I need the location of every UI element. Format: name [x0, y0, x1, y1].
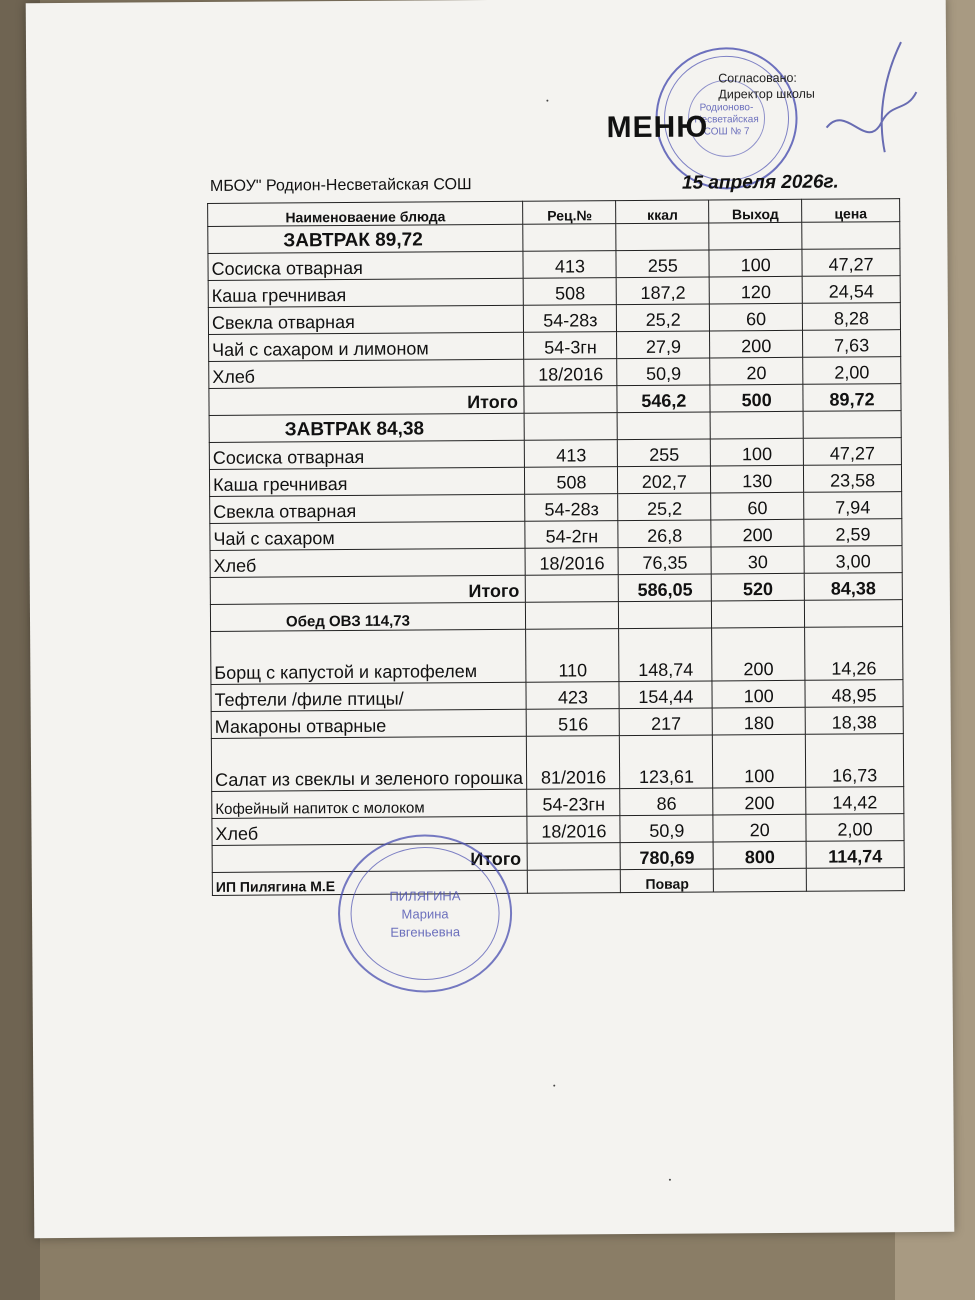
price: 2,00: [803, 357, 901, 385]
recipe-number: 423: [526, 682, 619, 710]
dish-name: Каша гречнивая: [208, 278, 524, 307]
dish-name: Чай с сахаром: [210, 521, 526, 550]
portion: 60: [711, 492, 804, 520]
price: 7,94: [804, 492, 902, 520]
dish-name: Борщ с капустой и картофелем: [211, 629, 527, 684]
price: 48,95: [805, 680, 903, 708]
approval-line2: Директор школы: [718, 86, 815, 102]
menu-table: [207, 198, 905, 896]
portion: 100: [712, 680, 805, 708]
paper-speck: [546, 100, 548, 102]
dish-name: Хлеб: [209, 359, 525, 388]
signature-row: [212, 868, 904, 896]
school-name: МБОУ" Родион-Несветайская СОШ: [209, 176, 472, 195]
portion: 180: [712, 707, 805, 735]
recipe-number: 18/2016: [527, 816, 620, 844]
portion: 200: [712, 627, 805, 681]
table-row: [211, 734, 903, 792]
dish-name: Хлеб: [212, 816, 528, 845]
portion: 120: [709, 276, 802, 304]
price: 7,63: [803, 330, 901, 358]
menu-date: 15 апреля 2026г.: [681, 171, 839, 194]
price: 8,28: [802, 303, 900, 331]
recipe-number: 508: [525, 467, 618, 495]
kcal: 76,35: [618, 547, 711, 575]
price: 3,00: [804, 546, 902, 574]
svg-text:ПИЛЯГИНА: ПИЛЯГИНА: [389, 888, 461, 904]
dish-name: Каша гречнивая: [209, 467, 525, 496]
kcal: 154,44: [619, 681, 712, 709]
portion: 200: [711, 519, 804, 547]
portion: 30: [711, 546, 804, 574]
recipe-number: 18/2016: [525, 548, 618, 576]
portion: 100: [709, 249, 802, 277]
total-portion: 500: [710, 384, 803, 412]
svg-text:Родионово-: Родионово-: [699, 102, 754, 114]
col-rec: Рец.№: [523, 201, 616, 225]
total-price: 89,72: [803, 384, 901, 412]
portion: 130: [711, 465, 804, 493]
section-title: Обед ОВЗ 114,73: [210, 602, 526, 631]
col-out: Выход: [709, 199, 802, 223]
paper-speck: [553, 1085, 555, 1087]
portion: 20: [710, 357, 803, 385]
svg-text:СОШ № 7: СОШ № 7: [703, 126, 750, 138]
kcal: 148,74: [619, 628, 712, 682]
recipe-number: 110: [526, 629, 619, 683]
dish-name: Чай с сахаром и лимоном: [209, 332, 525, 361]
kcal: 25,2: [617, 304, 710, 332]
price: 14,42: [806, 787, 904, 815]
recipe-number: 508: [524, 278, 617, 306]
total-portion: 520: [711, 573, 804, 601]
kcal: 123,61: [620, 735, 713, 789]
kcal: 202,7: [618, 466, 711, 494]
total-kcal: 780,69: [620, 842, 713, 870]
menu-sheet: [26, 0, 955, 1238]
portion: 200: [713, 787, 806, 815]
recipe-number: 413: [525, 440, 618, 468]
recipe-number: 81/2016: [527, 736, 620, 790]
dish-name: Хлеб: [210, 548, 526, 577]
director-signature: [806, 32, 937, 183]
kcal: 187,2: [617, 277, 710, 305]
recipe-number: 54-3гн: [524, 332, 617, 360]
portion: 100: [713, 734, 806, 788]
dish-name: Свекла отварная: [210, 494, 526, 523]
total-kcal: 586,05: [619, 574, 712, 602]
dish-name: Сосиска отварная: [208, 251, 524, 280]
svg-text:Евгеньевна: Евгеньевна: [390, 924, 461, 940]
dish-name: Тефтели /филе птицы/: [211, 682, 527, 711]
recipe-number: 516: [527, 709, 620, 737]
total-portion: 800: [713, 841, 806, 869]
kcal: 27,9: [617, 331, 710, 359]
price: 16,73: [805, 734, 903, 788]
svg-text:Несветайская: Несветайская: [694, 114, 759, 126]
kcal: 26,8: [618, 520, 711, 548]
price: 23,58: [804, 465, 902, 493]
cook-role: Повар: [621, 869, 714, 893]
dish-name: Салат из свеклы и зеленого горошка: [211, 736, 527, 791]
kcal: 50,9: [617, 358, 710, 386]
total-label: Итого: [210, 575, 526, 604]
recipe-number: 54-2гн: [525, 521, 618, 549]
kcal: 86: [620, 788, 713, 816]
total-label: Итого: [209, 386, 525, 415]
section-title: ЗАВТРАК 89,72: [208, 224, 524, 253]
col-name: Наименоваение блюда: [208, 201, 524, 226]
total-price: 84,38: [804, 573, 902, 601]
portion: 100: [711, 438, 804, 466]
kcal: 255: [618, 439, 711, 467]
table-row: [211, 627, 903, 685]
price: 18,38: [805, 707, 903, 735]
page-title: МЕНЮ: [606, 110, 709, 145]
dish-name: Макароны отварные: [211, 709, 527, 738]
portion: 20: [713, 814, 806, 842]
recipe-number: 54-28з: [525, 494, 618, 522]
recipe-number: 413: [523, 251, 616, 279]
price: 2,00: [806, 814, 904, 842]
kcal: 25,2: [618, 493, 711, 521]
svg-text:Марина: Марина: [401, 906, 449, 922]
approval-block: [718, 70, 815, 103]
price: 47,27: [802, 249, 900, 277]
kcal: 50,9: [620, 815, 713, 843]
total-kcal: 546,2: [617, 385, 710, 413]
cook-name: ИП Пилягина М.Е: [212, 870, 528, 895]
recipe-number: 54-28з: [524, 305, 617, 333]
recipe-number: 54-23гн: [527, 789, 620, 817]
portion: 60: [710, 303, 803, 331]
dish-name: Сосиска отварная: [209, 440, 525, 469]
col-price: цена: [802, 199, 900, 223]
section-title: ЗАВТРАК 84,38: [209, 413, 525, 442]
paper-speck: [669, 1179, 671, 1181]
recipe-number: 18/2016: [524, 359, 617, 387]
dish-name: Свекла отварная: [208, 305, 524, 334]
price: 14,26: [805, 627, 903, 681]
col-kcal: ккал: [616, 200, 709, 224]
total-price: 114,74: [806, 841, 904, 869]
price: 47,27: [803, 438, 901, 466]
price: 2,59: [804, 519, 902, 547]
price: 24,54: [802, 276, 900, 304]
kcal: 217: [620, 708, 713, 736]
approval-line1: Согласовано:: [718, 70, 797, 86]
kcal: 255: [616, 250, 709, 278]
portion: 200: [710, 330, 803, 358]
dish-name: Кофейный напиток с молоком: [212, 789, 528, 818]
total-label: Итого: [212, 843, 528, 872]
